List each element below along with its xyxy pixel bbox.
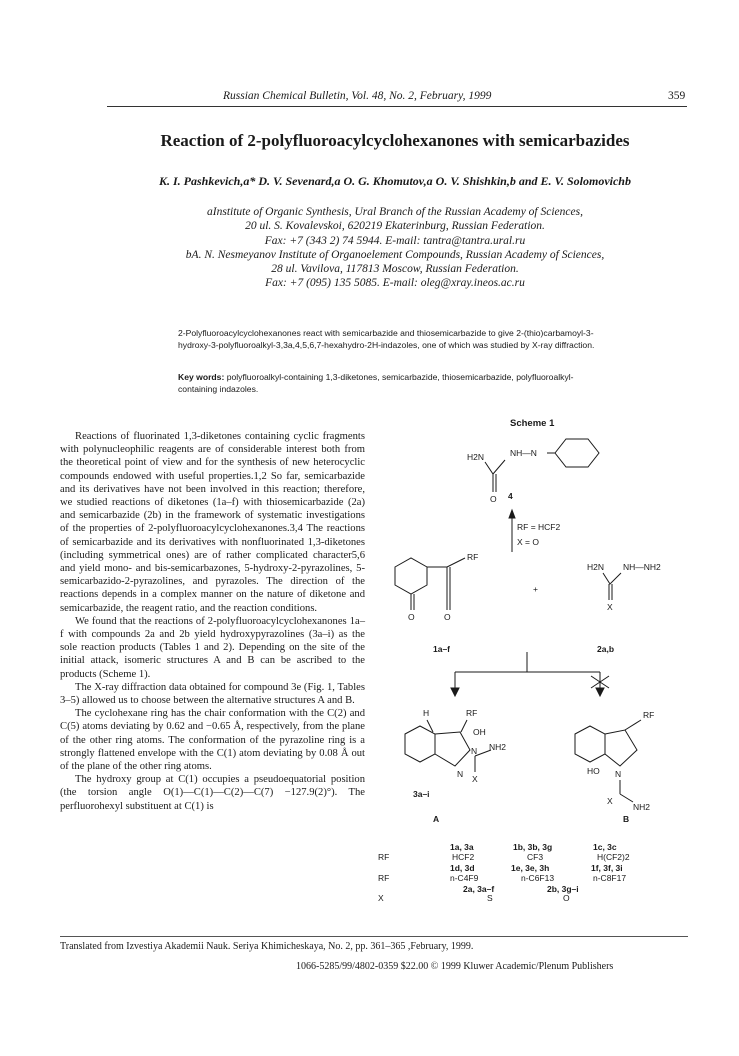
table-label: X bbox=[378, 893, 384, 902]
scheme-label: Scheme 1 bbox=[510, 418, 555, 429]
abstract: 2-Polyfluoroacylcyclohexanones react with semicarbazide and thiosemicarbazide to give 2-(thio)carbamoyl-3-hydroxy-3-polyfluoroalkyl-3,3a,4,5,6,7-hexahydro-2H-indazoles, one of which was studied by X-ray diffraction. bbox=[178, 328, 595, 350]
scheme-text: N bbox=[457, 769, 464, 779]
scheme-text: X = O bbox=[517, 537, 539, 547]
keywords-label: Key words: bbox=[178, 372, 225, 382]
pyrazoline-ring bbox=[435, 732, 470, 766]
cyclohexane-ring bbox=[555, 439, 599, 467]
scheme-text: RF bbox=[643, 710, 655, 720]
scheme-text: O bbox=[408, 612, 415, 622]
table-cell: 2a, 3a–f bbox=[463, 884, 495, 894]
compound-label: 2a,b bbox=[597, 644, 615, 654]
table-cell: n-C4F9 bbox=[450, 873, 479, 883]
scheme-text: N bbox=[471, 746, 478, 756]
copyright-line: 1066-5285/99/4802-0359 $22.00 © 1999 Kluwer Academic/Plenum Publishers bbox=[296, 961, 614, 972]
bond bbox=[603, 573, 621, 584]
table-cell: 1e, 3e, 3h bbox=[511, 863, 550, 873]
table-cell: 1c, 3c bbox=[593, 842, 617, 852]
scheme-text: X bbox=[472, 774, 478, 784]
bond bbox=[620, 794, 633, 802]
compound-label: 4 bbox=[508, 491, 513, 501]
table-cell: 1b, 3b, 3g bbox=[513, 842, 553, 852]
structure-label: A bbox=[433, 814, 440, 824]
table-label: RF bbox=[378, 852, 390, 862]
arrowhead bbox=[596, 688, 604, 696]
paragraph: The cyclohexane ring has the chair conformation with the C(2) and C(5) atoms deviating by 0.62 and −0.65 Å, respectively, from the plane of the other ring atoms. The conformation of the pyrazoline ring is a strongly flattened envelope with the C(1) atom deviating by 0.08 Å out of the plane of the other ring atoms. bbox=[60, 708, 365, 773]
bond bbox=[447, 558, 465, 567]
footer-rule bbox=[60, 936, 688, 937]
scheme-text: RF bbox=[466, 708, 478, 718]
authors: K. I. Pashkevich,a* D. V. Sevenard,a O. G. Khomutov,a O. V. Shishkin,b and E. V. Solomovichb bbox=[159, 174, 631, 188]
table-cell: 1f, 3f, 3i bbox=[591, 863, 623, 873]
scheme-text: NH2 bbox=[489, 742, 507, 752]
compound-label: 3a–i bbox=[413, 789, 430, 799]
affiliation-line: 20 ul. S. Kovalevskoi, 620219 Ekaterinburg, Russian Federation. bbox=[245, 220, 545, 233]
affiliation-line: Fax: +7 (343 2) 74 5944. E-mail: tantra@tantra.ural.ru bbox=[264, 234, 526, 247]
table-cell: n-C8F17 bbox=[593, 873, 627, 883]
scheme-text: H2N bbox=[467, 452, 485, 462]
pyrazoline-ring bbox=[605, 730, 637, 766]
cyclohexanone-ring bbox=[395, 558, 427, 594]
bond bbox=[485, 460, 505, 474]
paragraph: The X-ray diffraction data obtained for compound 3e (Fig. 1, Tables 3–5) allowed us to choose between the alternative structures A and B. bbox=[60, 681, 365, 707]
table-cell: HCF2 bbox=[452, 852, 475, 862]
table-cell: 1a, 3a bbox=[450, 842, 474, 852]
table-cell: n-C6F13 bbox=[521, 873, 555, 883]
table-cell: CF3 bbox=[527, 852, 544, 862]
affiliation-line: 28 ul. Vavilova, 117813 Moscow, Russian Federation. bbox=[271, 263, 519, 276]
keywords-text: polyfluoroalkyl-containing 1,3-diketones, semicarbazide, thiosemicarbazide, polyfluoroalkyl-containing indazoles. bbox=[178, 372, 574, 394]
scheme-text: H2N bbox=[587, 562, 605, 572]
cyclohexane-ring bbox=[575, 726, 605, 762]
scheme-text: N bbox=[615, 769, 622, 779]
keywords bbox=[178, 371, 608, 395]
cyclohexane-ring bbox=[405, 726, 435, 762]
scheme-text: OH bbox=[473, 727, 486, 737]
table-cell: S bbox=[487, 893, 493, 902]
scheme-text: H bbox=[423, 708, 430, 718]
scheme-text: NH—NH2 bbox=[623, 562, 661, 572]
table-cell: H(CF2)2 bbox=[597, 852, 630, 862]
affiliations bbox=[100, 205, 690, 291]
scheme-text: X bbox=[607, 796, 613, 806]
reaction-scheme bbox=[375, 432, 695, 902]
scheme-text: NH2 bbox=[633, 802, 651, 812]
scheme-text: O bbox=[490, 494, 497, 504]
scheme-text: + bbox=[533, 584, 538, 594]
scheme-text: O bbox=[444, 612, 451, 622]
table-cell: 2b, 3g–i bbox=[547, 884, 579, 894]
paragraph: Reactions of fluorinated 1,3-diketones containing cyclic fragments with polynucleophilic reagents are of considerable interest both from the theoretical point of view and for the synthesis of new heterocyclic compounds endowed with useful properties.1,2 So far, semicarbazide and its derivatives have not been involved in this reaction; therefore, we studied reactions of diketones (1a–f) with thiosemicarbazide (2a) and semicarbazide (2b) in the framework of systematic investigations of the properties of 2-polyfluoroacylcyclohexanones.3,4 The reactions of semicarbazide and its derivatives with nonfluorinated 1,3-diketones (including symmetrical ones) are of rather complicated character5,6 and yield mono- and bis-semicarbazones, 5-hydroxy-2-pyrazolines, 5-semicarbazido-2-pyrazolines, and pyrazoles. The direction of the reactions depends in a complex manner on the nature of diketone and semicarbazide, the reagent ratio, and the reaction conditions. bbox=[60, 431, 365, 614]
scheme-text: NH—N bbox=[510, 448, 537, 458]
body-text bbox=[60, 430, 365, 813]
table-cell: 1d, 3d bbox=[450, 863, 475, 873]
arrowhead bbox=[451, 688, 459, 696]
paper-title: Reaction of 2-polyfluoroacylcyclohexanones with semicarbazides bbox=[160, 131, 630, 150]
affiliation-line: Fax: +7 (095) 135 5085. E-mail: oleg@xray.ineos.ac.ru bbox=[265, 277, 525, 290]
scheme-text: RF = HCF2 bbox=[517, 522, 561, 532]
bond bbox=[625, 720, 641, 730]
translation-note: Translated from Izvestiya Akademii Nauk. Seriya Khimicheskaya, No. 2, pp. 361–365 ,February, 1999. bbox=[60, 941, 474, 952]
scheme-text: X bbox=[607, 602, 613, 612]
page-number: 359 bbox=[668, 90, 686, 102]
paragraph: We found that the reactions of 2-polyfluoroacylcyclohexanones 1a–f with compounds 2a and 2b yield hydroxypyrazolines (3a–i) as the sole reaction products (Tables 1 and 2). Depending on the site of the initial attack, isomeric structures A and B can be ascribed to the products (Scheme 1). bbox=[60, 615, 365, 680]
header-rule bbox=[107, 106, 687, 107]
table-cell: O bbox=[563, 893, 570, 902]
journal-header: Russian Chemical Bulletin, Vol. 48, No. 2, February, 1999 bbox=[223, 90, 492, 102]
affiliation-line: aInstitute of Organic Synthesis, Ural Branch of the Russian Academy of Sciences, bbox=[207, 206, 583, 218]
paragraph: The hydroxy group at C(1) occupies a pseudoequatorial position (the torsion angle O(1)—C(1)—C(2)—C(7) −127.9(2)°). The perfluorohexyl substituent at C(1) is bbox=[60, 774, 365, 812]
arrowhead bbox=[509, 510, 515, 518]
affiliation-line: bA. N. Nesmeyanov Institute of Organoelement Compounds, Russian Academy of Sciences, bbox=[185, 248, 605, 261]
structure-label: B bbox=[623, 814, 630, 824]
bond bbox=[461, 720, 467, 732]
compound-label: 1a–f bbox=[433, 644, 451, 654]
scheme-text: RF bbox=[467, 552, 479, 562]
table-label: RF bbox=[378, 873, 390, 883]
scheme-text: HO bbox=[587, 766, 600, 776]
